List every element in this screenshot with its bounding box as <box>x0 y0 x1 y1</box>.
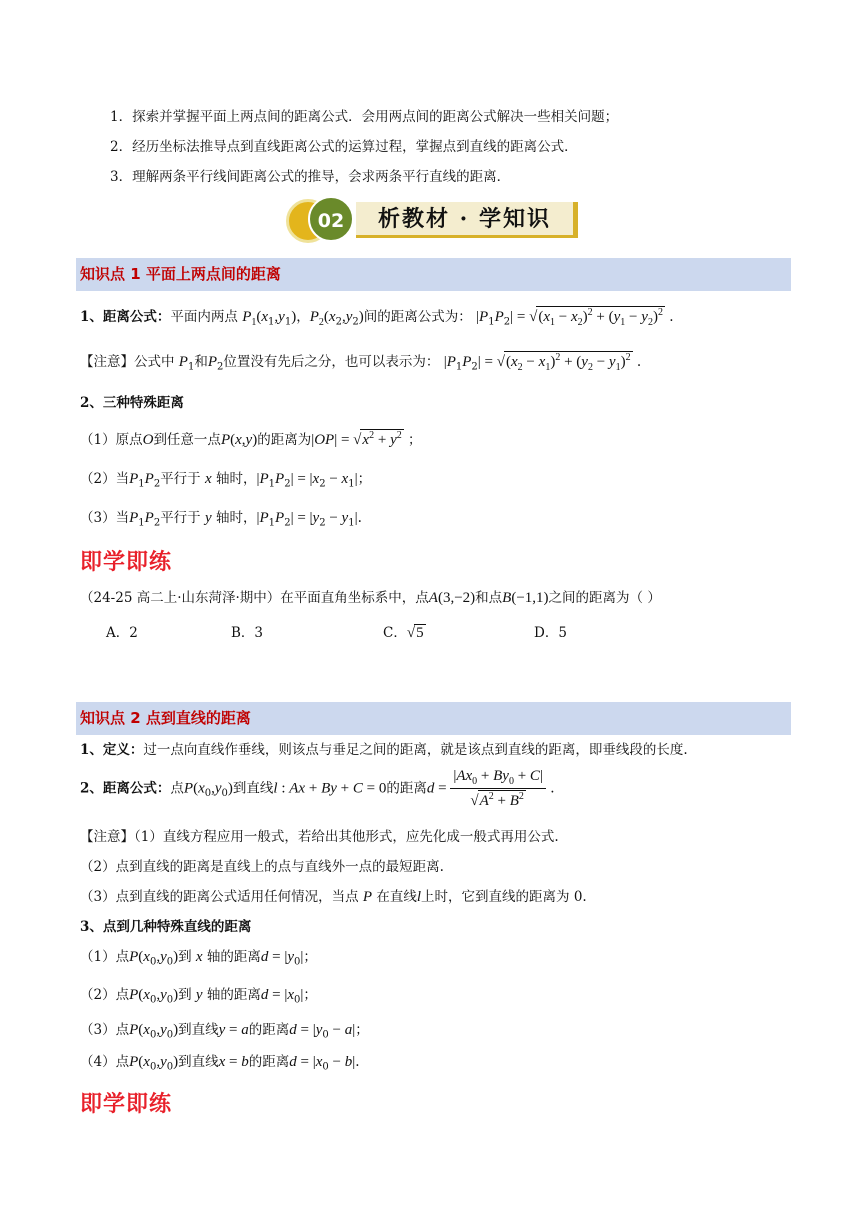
special-line-2: （2）点$P(x_0,y_0)$到 y 轴的距离$d = |x_0|$； <box>80 987 317 1006</box>
point-line-formula: 2、距离公式：点$P(x_0,y_0)$到直线l : Ax + By + C = 0的距离d = $\frac{|Ax_0 + By_0 + C|}{√A^2 + B^2}$ . <box>80 768 555 809</box>
practice-label-2: 即学即练 <box>80 1092 173 1117</box>
section-banner <box>286 196 586 248</box>
question-1: （24-25 高二上·山东菏泽·期中）在平面直角坐标系中，点A(3,−2)和点B(−1,1)之间的距离为（ ） <box>80 590 661 606</box>
knowledge-point-1-header: 知识点 1 平面上两点间的距离 <box>76 258 791 291</box>
special-line-3: （3）点$P(x_0,y_0)$到直线y = a的距离$d = |y_0 - a|$； <box>80 1022 369 1041</box>
definition-line: 1、定义：过一点向直线作垂线，则该点与垂足之间的距离，就是该点到直线的距离，即垂线段的长度. <box>80 742 688 758</box>
special-distance-2: （2）当$P_1P_2$平行于 x 轴时，$|P_1P_2| = |x_2 - x_1|$； <box>80 471 372 490</box>
option-b[interactable]: B．3 <box>231 625 264 641</box>
special-line-4: （4）点$P(x_0,y_0)$到直线x = b的距离$d = |x_0 - b|$. <box>80 1054 360 1073</box>
note-2: （2）点到直线的距离是直线上的点与直线外一点的最短距离. <box>80 859 444 875</box>
note-1: 【注意】（1）直线方程应用一般式，若给出其他形式，应先化成一般式再用公式. <box>80 829 559 845</box>
option-a[interactable]: A．2 <box>106 625 138 641</box>
special-line-1: （1）点$P(x_0,y_0)$到 x 轴的距离$d = |y_0|$； <box>80 949 317 968</box>
special-lines-title: 3、点到几种特殊直线的距离 <box>80 919 252 935</box>
goal-3: 3．理解两条平行线间距离公式的推导，会求两条平行直线的距离． <box>110 169 511 185</box>
section-number-badge: 02 <box>308 196 354 242</box>
distance-formula-line: 1、距离公式：平面内两点 $P_1(x_1,y_1)$，$P_2(x_2,y_2)$间的距离公式为： $|P_1P_2| = √(x_1 - x_2)^2 + (y_1 - y_2)^2$ . <box>80 307 674 328</box>
option-d[interactable]: D．5 <box>534 625 567 641</box>
formula-label: 1、距离公式： <box>80 309 171 325</box>
goal-1: 1．探索并掌握平面上两点间的距离公式．会用两点间的距离公式解决一些相关问题； <box>110 109 619 125</box>
question-source: （24-25 高二上·山东菏泽·期中） <box>80 590 281 606</box>
option-c[interactable]: C．√5 <box>383 625 424 641</box>
goal-2: 2．经历坐标法推导点到直线距离公式的运算过程，掌握点到直线的距离公式． <box>110 139 578 155</box>
special-distances-title: 2、三种特殊距离 <box>80 395 184 411</box>
special-distance-3: （3）当$P_1P_2$平行于 y 轴时，$|P_1P_2| = |y_2 - y_1|$. <box>80 510 362 529</box>
special-distance-1: （1）原点O到任意一点P(x,y)的距离为$|OP| = √x^2 + y^2$ ； <box>80 430 422 448</box>
note-3: （3）点到直线的距离公式适用任何情况，当点 P 在直线l上时，它到直线的距离为 0. <box>80 889 587 905</box>
knowledge-point-2-header: 知识点 2 点到直线的距离 <box>76 702 791 735</box>
note-line: 【注意】公式中 $P_1$和$P_2$位置没有先后之分，也可以表示为： $|P_1P_2| = √(x_2 - x_1)^2 + (y_2 - y_1)^2$ . <box>80 352 642 373</box>
section-banner-title: 析教材 · 学知识 <box>356 202 578 238</box>
practice-label-1: 即学即练 <box>80 550 173 575</box>
